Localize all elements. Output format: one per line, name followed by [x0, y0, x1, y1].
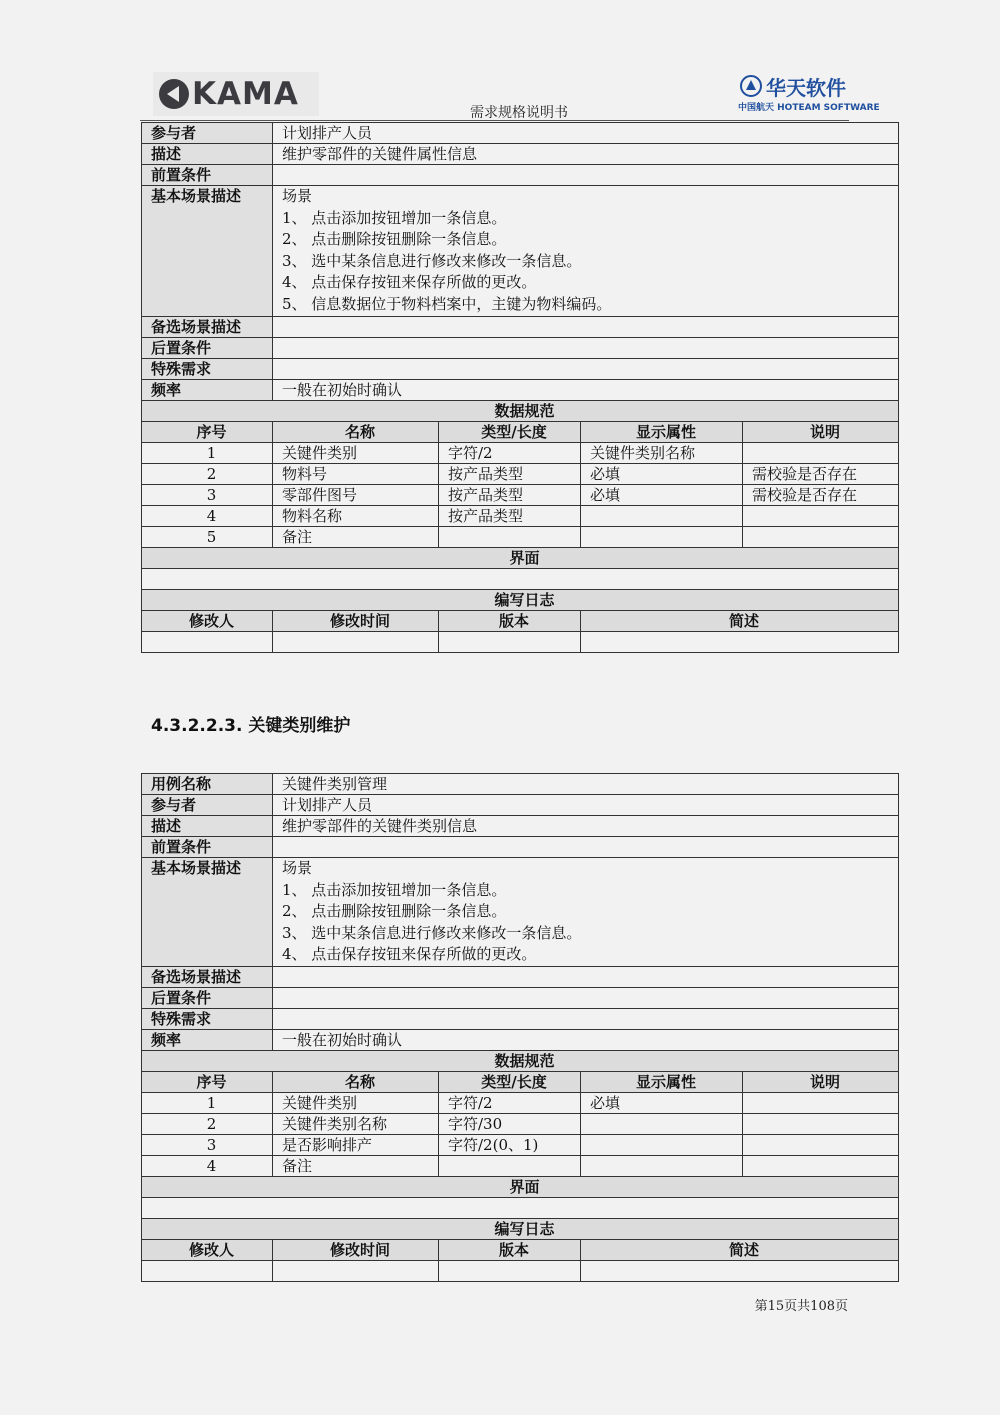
cell-type: 按产品类型: [439, 506, 581, 527]
col-header: 显示属性: [581, 1072, 743, 1093]
value-description: 维护零部件的关键件属性信息: [273, 144, 899, 165]
col-header: 说明: [743, 422, 899, 443]
table-row: [142, 1093, 899, 1114]
cell-name: 关键件类别名称: [273, 1114, 439, 1135]
cell-index: 1: [142, 443, 273, 464]
cell-index: 4: [142, 506, 273, 527]
data-spec-column-headers: [142, 1072, 899, 1093]
cell-type: 按产品类型: [439, 464, 581, 485]
label-basic-scenario: 基本场景描述: [142, 186, 273, 317]
row-use-case-name: [142, 774, 899, 795]
ui-content: [142, 569, 899, 590]
cell-index: 5: [142, 527, 273, 548]
data-spec-heading: 数据规范: [142, 1051, 899, 1072]
cell-note: 需校验是否存在: [743, 485, 899, 506]
value-description: 维护零部件的关键件类别信息: [273, 816, 899, 837]
col-header: 修改时间: [273, 611, 439, 632]
label-description: 描述: [142, 144, 273, 165]
use-case-table-1: [141, 122, 899, 653]
col-header: 修改人: [142, 1240, 273, 1261]
row-frequency: [142, 380, 899, 401]
log-heading: 编写日志: [142, 1219, 899, 1240]
label-actor: 参与者: [142, 123, 273, 144]
value-basic-scenario: [273, 858, 899, 967]
row-precondition: [142, 165, 899, 186]
row-alt-scenario: [142, 317, 899, 338]
row-actor: [142, 123, 899, 144]
cell-index: 2: [142, 1114, 273, 1135]
row-log-heading: [142, 590, 899, 611]
use-case-table-2: [141, 773, 899, 1282]
label-alt-scenario: 备选场景描述: [142, 317, 273, 338]
scenario-line: 4、 点击保存按钮来保存所做的更改。: [282, 273, 537, 291]
row-precondition: [142, 837, 899, 858]
log-column-headers: [142, 1240, 899, 1261]
log-cell: [439, 632, 581, 653]
ui-heading: 界面: [142, 548, 899, 569]
table-row: [142, 527, 899, 548]
ui-heading: 界面: [142, 1177, 899, 1198]
value-use-case-name: 关键件类别管理: [273, 774, 899, 795]
label-special-req: 特殊需求: [142, 359, 273, 380]
value-precondition: [273, 837, 899, 858]
section-title: 4.3.2.2.3. 关键类别维护: [151, 716, 351, 736]
cell-type: [439, 1156, 581, 1177]
table-row: [142, 443, 899, 464]
table-row: [142, 485, 899, 506]
col-header: 序号: [142, 1072, 273, 1093]
log-column-headers: [142, 611, 899, 632]
cell-note: [743, 443, 899, 464]
value-actor: 计划排产人员: [273, 123, 899, 144]
value-alt-scenario: [273, 317, 899, 338]
col-header: 名称: [273, 422, 439, 443]
hoteam-logo-cn: 华天软件: [766, 76, 846, 100]
cell-display: [581, 527, 743, 548]
value-actor: 计划排产人员: [273, 795, 899, 816]
value-special-req: [273, 359, 899, 380]
log-cell: [273, 632, 439, 653]
scenario-line: 3、 选中某条信息进行修改来修改一条信息。: [282, 251, 582, 270]
cell-display: [581, 1135, 743, 1156]
cell-index: 2: [142, 464, 273, 485]
scenario-line: 场景: [282, 187, 313, 205]
col-header: 类型/长度: [439, 1072, 581, 1093]
row-basic-scenario: [142, 186, 899, 317]
col-header: 类型/长度: [439, 422, 581, 443]
scenario-line: 4、 点击保存按钮来保存所做的更改。: [282, 945, 537, 963]
cell-index: 3: [142, 1135, 273, 1156]
log-cell: [439, 1261, 581, 1282]
cell-note: [743, 527, 899, 548]
cell-name: 备注: [273, 527, 439, 548]
cell-index: 3: [142, 485, 273, 506]
header-divider: [140, 120, 849, 121]
row-log-heading: [142, 1219, 899, 1240]
page-header: [140, 70, 898, 122]
value-frequency: 一般在初始时确认: [273, 380, 899, 401]
cell-name: 物料号: [273, 464, 439, 485]
row-ui-content: [142, 1198, 899, 1219]
cell-display: 必填: [581, 1093, 743, 1114]
cell-type: [439, 527, 581, 548]
label-basic-scenario: 基本场景描述: [142, 858, 273, 967]
label-postcondition: 后置条件: [142, 988, 273, 1009]
scenario-line: 2、 点击删除按钮删除一条信息。: [282, 230, 507, 248]
cell-display: 关键件类别名称: [581, 443, 743, 464]
table-row: [142, 1135, 899, 1156]
col-header: 显示属性: [581, 422, 743, 443]
col-header: 修改人: [142, 611, 273, 632]
row-description: [142, 144, 899, 165]
cell-name: 是否影响排产: [273, 1135, 439, 1156]
label-precondition: 前置条件: [142, 837, 273, 858]
label-use-case-name: 用例名称: [142, 774, 273, 795]
cell-name: 备注: [273, 1156, 439, 1177]
col-header: 说明: [743, 1072, 899, 1093]
col-header: 序号: [142, 422, 273, 443]
row-alt-scenario: [142, 967, 899, 988]
col-header: 简述: [581, 1240, 899, 1261]
cell-name: 物料名称: [273, 506, 439, 527]
log-cell: [142, 632, 273, 653]
cell-note: 需校验是否存在: [743, 464, 899, 485]
row-data-spec-heading: [142, 401, 899, 422]
label-actor: 参与者: [142, 795, 273, 816]
cell-display: [581, 1114, 743, 1135]
hoteam-logo-sub: 中国航天 HOTEAM SOFTWARE: [738, 103, 880, 113]
log-cell: [581, 1261, 899, 1282]
row-special-req: [142, 1009, 899, 1030]
value-special-req: [273, 1009, 899, 1030]
col-header: 简述: [581, 611, 899, 632]
cell-note: [743, 1135, 899, 1156]
row-data-spec-heading: [142, 1051, 899, 1072]
col-header: 版本: [439, 611, 581, 632]
data-spec-heading: 数据规范: [142, 401, 899, 422]
row-frequency: [142, 1030, 899, 1051]
value-basic-scenario: [273, 186, 899, 317]
value-alt-scenario: [273, 967, 899, 988]
table-row: [142, 1156, 899, 1177]
scenario-line: 1、 点击添加按钮增加一条信息。: [282, 880, 507, 899]
row-actor: [142, 795, 899, 816]
label-special-req: 特殊需求: [142, 1009, 273, 1030]
log-cell: [581, 632, 899, 653]
cell-type: 按产品类型: [439, 485, 581, 506]
scenario-line: 2、 点击删除按钮删除一条信息。: [282, 902, 507, 920]
scenario-line: 1、 点击添加按钮增加一条信息。: [282, 208, 507, 227]
cell-type: 字符/30: [439, 1114, 581, 1135]
scenario-line: 5、 信息数据位于物料档案中，主键为物料编码。: [282, 294, 612, 313]
kama-logo-text: KAMA: [192, 76, 299, 112]
log-cell: [273, 1261, 439, 1282]
label-frequency: 频率: [142, 380, 273, 401]
ui-content: [142, 1198, 899, 1219]
cell-display: 必填: [581, 464, 743, 485]
cell-note: [743, 506, 899, 527]
row-ui-content: [142, 569, 899, 590]
label-alt-scenario: 备选场景描述: [142, 967, 273, 988]
cell-name: 关键件类别: [273, 1093, 439, 1114]
cell-note: [743, 1093, 899, 1114]
page-footer: 第15页共108页: [754, 1299, 848, 1314]
value-precondition: [273, 165, 899, 186]
cell-type: 字符/2: [439, 1093, 581, 1114]
cell-name: 零部件图号: [273, 485, 439, 506]
cell-note: [743, 1156, 899, 1177]
table-row: [142, 506, 899, 527]
log-heading: 编写日志: [142, 590, 899, 611]
log-cell: [142, 1261, 273, 1282]
data-spec-column-headers: [142, 422, 899, 443]
cell-type: 字符/2: [439, 443, 581, 464]
log-row: [142, 632, 899, 653]
table-row: [142, 464, 899, 485]
log-row: [142, 1261, 899, 1282]
row-special-req: [142, 359, 899, 380]
cell-type: 字符/2(0、1): [439, 1135, 581, 1156]
value-postcondition: [273, 988, 899, 1009]
cell-display: 必填: [581, 485, 743, 506]
hoteam-logo: [738, 72, 880, 116]
header-title: 需求规格说明书: [470, 105, 568, 121]
scenario-line: 3、 选中某条信息进行修改来修改一条信息。: [282, 923, 582, 942]
hoteam-rocket-icon: [740, 75, 762, 97]
cell-note: [743, 1114, 899, 1135]
label-frequency: 频率: [142, 1030, 273, 1051]
row-ui-heading: [142, 1177, 899, 1198]
row-ui-heading: [142, 548, 899, 569]
cell-index: 1: [142, 1093, 273, 1114]
label-postcondition: 后置条件: [142, 338, 273, 359]
row-postcondition: [142, 988, 899, 1009]
row-postcondition: [142, 338, 899, 359]
value-frequency: 一般在初始时确认: [273, 1030, 899, 1051]
col-header: 名称: [273, 1072, 439, 1093]
row-basic-scenario: [142, 858, 899, 967]
scenario-line: 场景: [282, 859, 313, 877]
col-header: 修改时间: [273, 1240, 439, 1261]
row-description: [142, 816, 899, 837]
label-description: 描述: [142, 816, 273, 837]
cell-name: 关键件类别: [273, 443, 439, 464]
cell-display: [581, 506, 743, 527]
table-row: [142, 1114, 899, 1135]
cell-index: 4: [142, 1156, 273, 1177]
value-postcondition: [273, 338, 899, 359]
label-precondition: 前置条件: [142, 165, 273, 186]
cell-display: [581, 1156, 743, 1177]
col-header: 版本: [439, 1240, 581, 1261]
